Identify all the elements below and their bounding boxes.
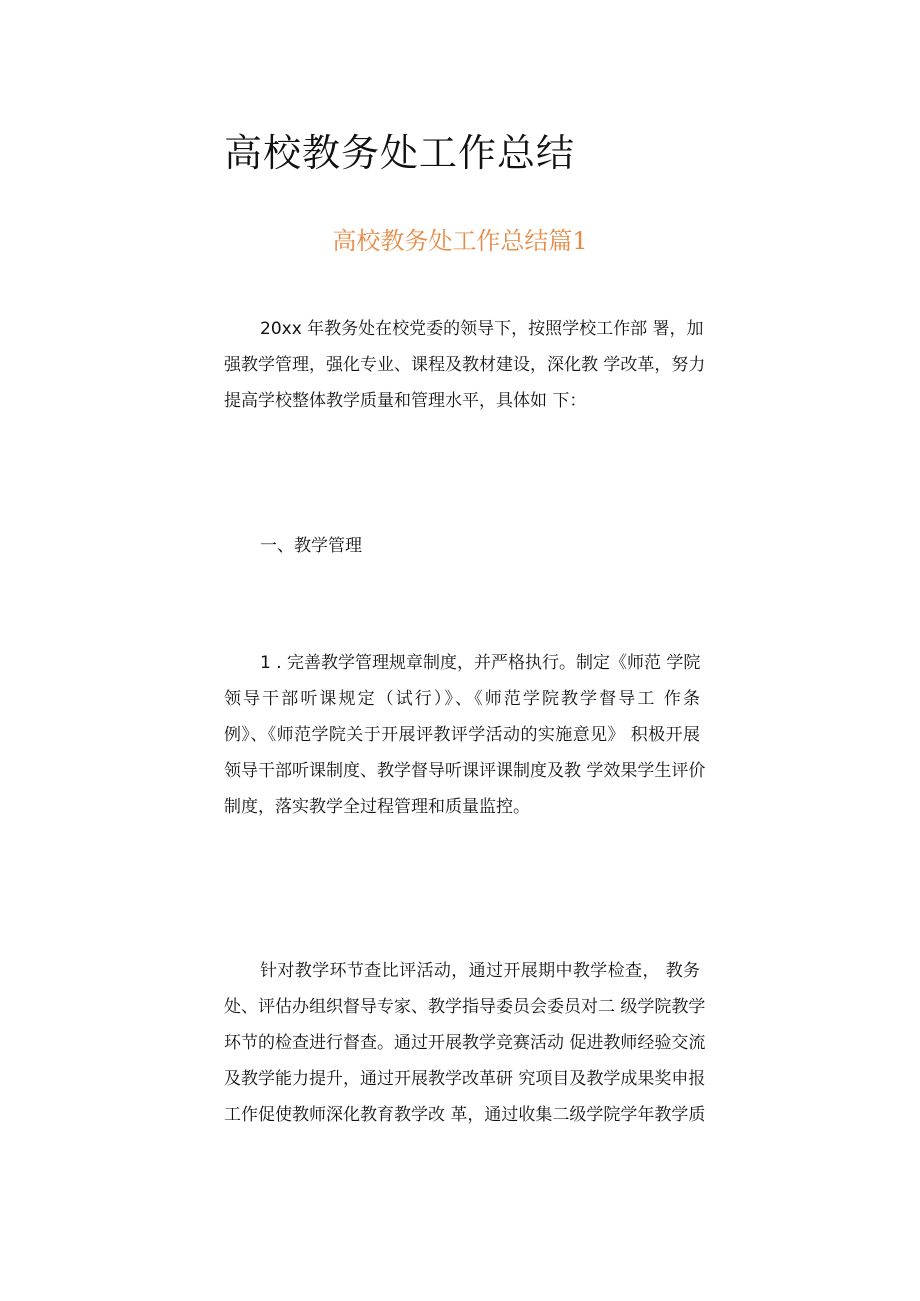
document-subtitle: 高校教务处工作总结篇1 [332, 227, 588, 255]
intro-paragraph [224, 311, 706, 419]
item1-line: 领导干部听课规定（试行）》、《师范学院教学督导工 作条 [224, 689, 700, 709]
document-title: 高校教务处工作总结 [224, 131, 576, 175]
para2-line: 处、评估办组织督导专家、教学指导委员会委员对二 级学院教学 [224, 997, 706, 1017]
intro-line: 强教学管理，强化专业、课程及教材建设，深化教 学改革，努力 [224, 355, 706, 375]
item1-paragraph [224, 645, 706, 825]
section-heading: 一、教学管理 [260, 536, 362, 556]
intro-line: 20xx 年教务处在校党委的领导下，按照学校工作部 署，加 [260, 319, 704, 339]
para2-line: 工作促使教师深化教育教学改 革，通过收集二级学院学年教学质 [224, 1105, 706, 1125]
item1-line: 制度，落实教学全过程管理和质量监控。 [224, 797, 530, 817]
intro-line: 提高学校整体教学质量和管理水平，具体如 下： [224, 391, 587, 411]
para2-line: 及教学能力提升，通过开展教学改革研 究项目及教学成果奖申报 [224, 1069, 706, 1089]
item1-line: 例》、《师范学院关于开展评教评学活动的实施意见》 积极开展 [224, 725, 700, 745]
item1-line: 领导干部听课制度、教学督导听课评课制度及教 学效果学生评价 [224, 761, 706, 781]
paragraph-2 [224, 953, 706, 1133]
para2-line: 针对教学环节查比评活动，通过开展期中教学检查， 教务 [260, 961, 700, 981]
item1-line: 1 . 完善教学管理规章制度，并严格执行。制定《师范 学院 [260, 653, 701, 673]
para2-line: 环节的检查进行督查。通过开展教学竞赛活动 促进教师经验交流 [224, 1033, 706, 1053]
